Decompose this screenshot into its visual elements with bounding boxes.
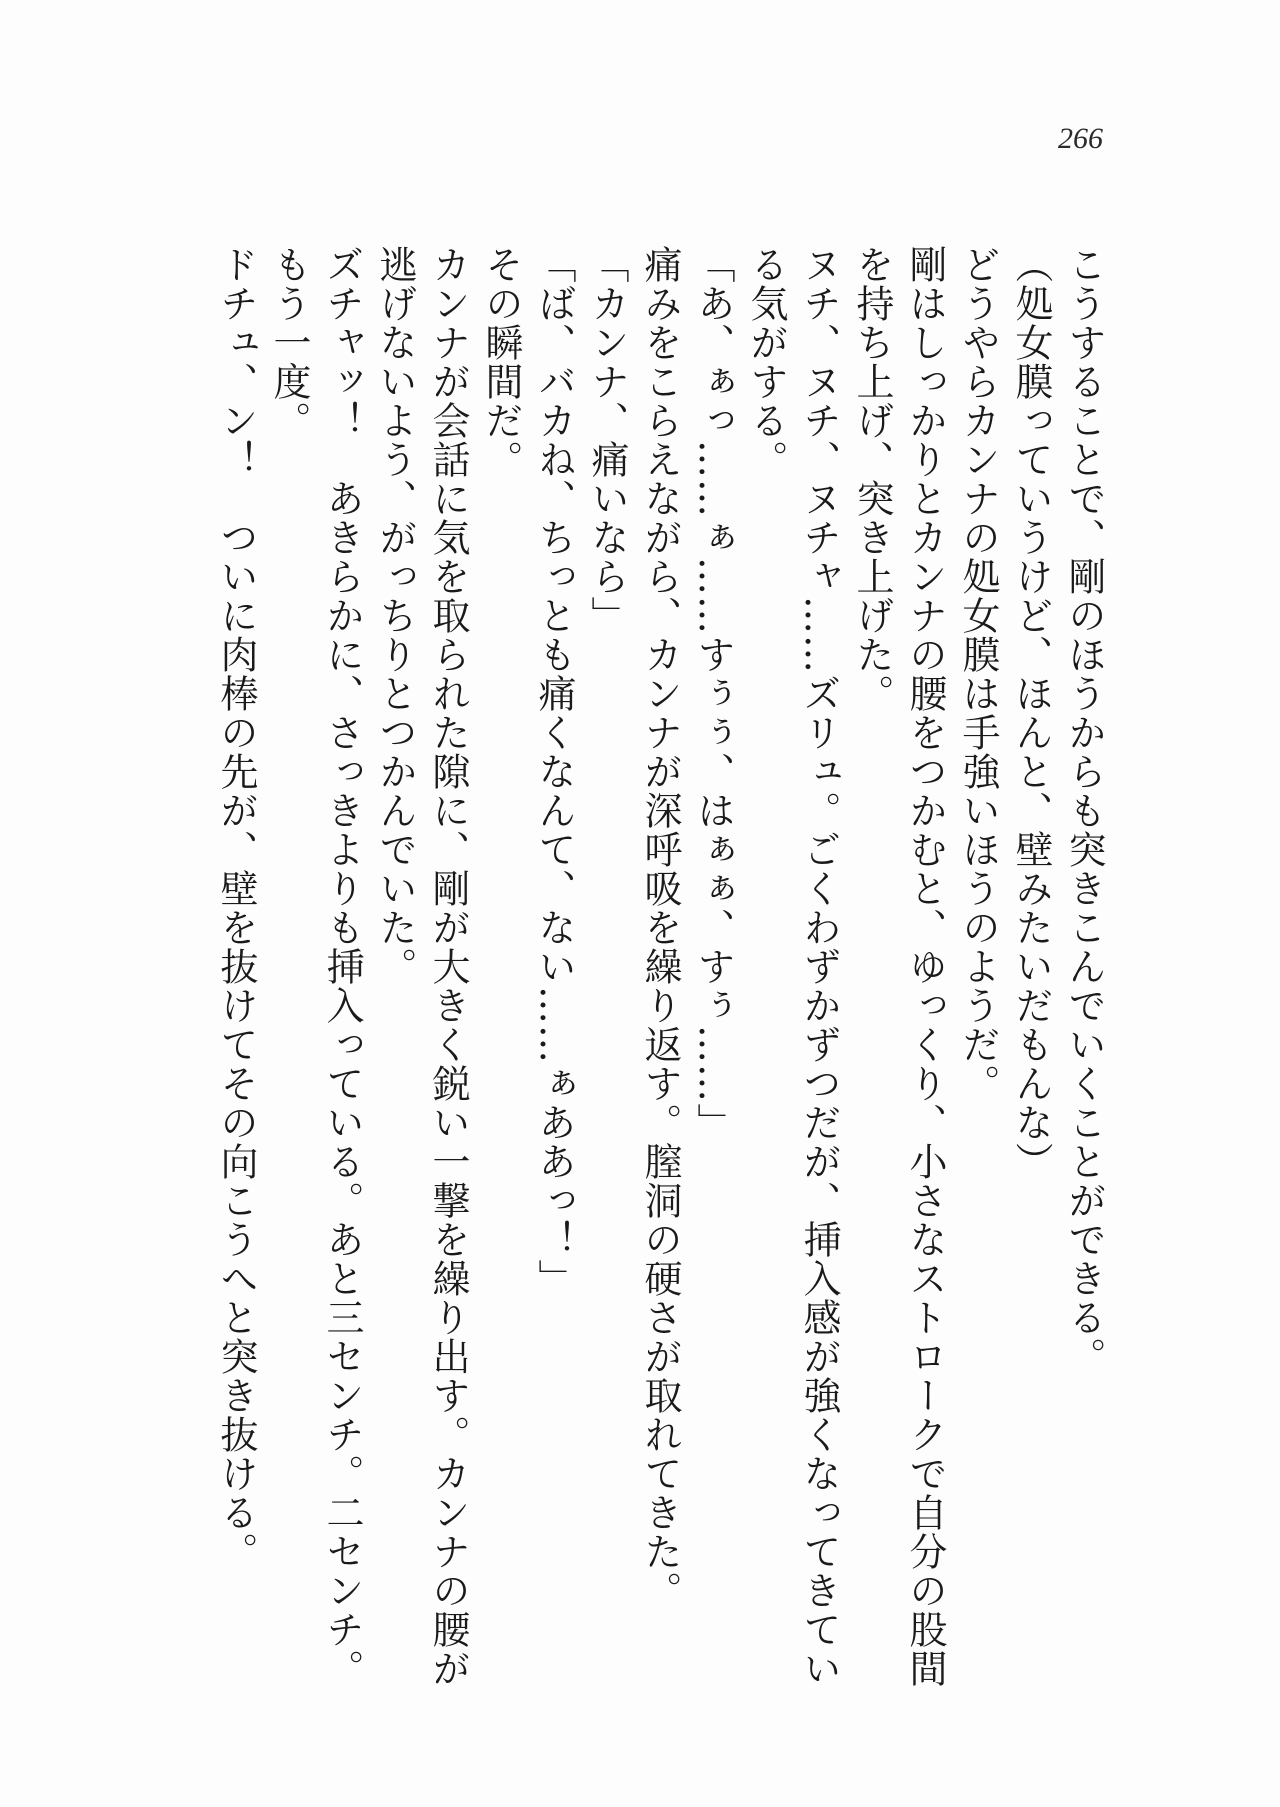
text-line: もう一度。 — [267, 245, 311, 440]
text-line: る気がする。 — [744, 245, 788, 479]
page-number: 266 — [1058, 122, 1103, 155]
text-line: 「ば、バカね、ちっとも痛くなんて、ない……ぁああっ！」 — [532, 245, 576, 1298]
text-line: 「あ、ぁっ……ぁ……すぅぅ、はぁぁ、すぅ……」 — [691, 245, 735, 1142]
text-line: を持ち上げ、突き上げた。 — [850, 245, 894, 713]
text-line: 逃げないよう、がっちりとつかんでいた。 — [373, 245, 417, 986]
text-line: ドチュ、ン！ ついに肉棒の先が、壁を抜けてその向こうへと突き抜ける。 — [214, 245, 258, 1571]
text-line: 「カンナ、痛いなら」 — [585, 245, 629, 635]
text-line: どうやらカンナの処女膜は手強いほうのようだ。 — [956, 245, 1000, 1103]
text-line: ヌチ、ヌチ、ヌチャ……ズリュ。ごくわずかずつだが、挿入感が強くなってきてい — [797, 245, 841, 1688]
text-line: 痛みをこらえながら、カンナが深呼吸を繰り返す。膣洞の硬さが取れてきた。 — [638, 245, 682, 1610]
body-text — [209, 245, 1110, 1745]
text-line: カンナが会話に気を取られた隙に、剛が大きく鋭い一撃を繰り出す。カンナの腰が — [426, 245, 470, 1688]
text-line: その瞬間だ。 — [479, 245, 523, 479]
text-line: こうすることで、剛のほうからも突きこんでいくことができる。 — [1062, 245, 1106, 1376]
text-line: （処女膜っていうけど、ほんと、壁みたいだもんな） — [1009, 245, 1053, 1181]
text-line: ズチャッ！ あきらかに、さっきよりも挿入っている。あと三センチ。二センチ。 — [320, 245, 364, 1688]
text-line: 剛はしっかりとカンナの腰をつかむと、ゆっくり、小さなストロークで自分の股間 — [903, 245, 947, 1688]
